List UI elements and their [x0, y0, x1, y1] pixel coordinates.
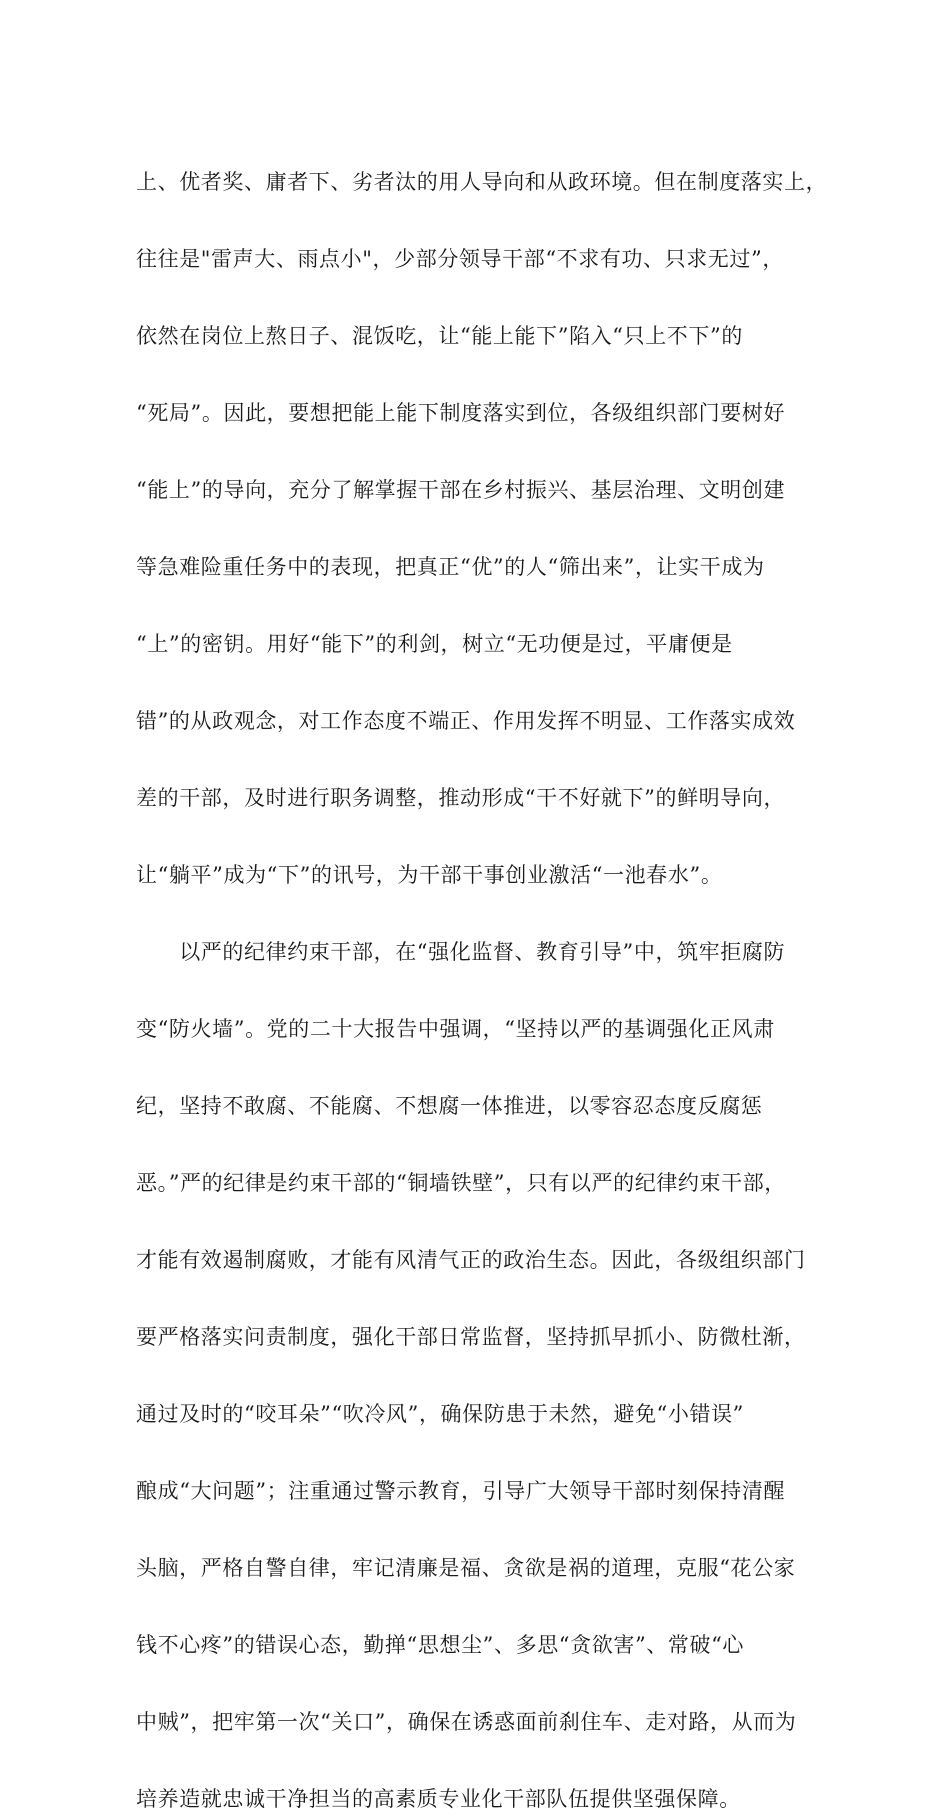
paragraph-line: 依然在岗位上熬日子、混饭吃，让“能上能下”陷入“只上不下”的 — [136, 323, 743, 348]
paragraph-line: 差的干部，及时进行职务调整，推动形成“干不好就下”的鲜明导向， — [136, 785, 786, 810]
paragraph-line: 通过及时的“咬耳朵”“吹冷风”，确保防患于未然，避免“小错误” — [136, 1401, 745, 1426]
paragraph-line: 错”的从政观念，对工作态度不端正、作用发挥不明显、工作落实成效 — [136, 708, 796, 733]
document-body — [136, 124, 852, 1818]
paragraph-line: 恶。”严的纪律是约束干部的“铜墙铁壁”，只有以严的纪律约束干部， — [136, 1170, 786, 1195]
paragraph-line: 变“防火墙”。党的二十大报告中强调，“坚持以严的基调强化正风肃 — [136, 1016, 775, 1041]
paragraph-line: 要严格落实问责制度，强化干部日常监督，坚持抓早抓小、防微杜渐， — [136, 1324, 806, 1349]
paragraph-line: 培养造就忠诚干净担当的高素质专业化干部队伍提供坚强保障。 — [136, 1786, 741, 1811]
paragraph-line: 才能有效遏制腐败，才能有风清气正的政治生态。因此，各级组织部门 — [136, 1247, 806, 1272]
paragraph-line: 酿成“大问题”；注重通过警示教育，引导广大领导干部时刻保持清醒 — [136, 1478, 786, 1503]
paragraph-line: 纪，坚持不敢腐、不能腐、不想腐一体推进，以零容忍态度反腐惩 — [136, 1093, 763, 1118]
paragraph-line: 钱不心疼”的错误心态，勤掸“思想尘”、多思“贪欲害”、常破“心 — [136, 1632, 745, 1657]
paragraph-line: 等急难险重任务中的表现，把真正“优”的人“筛出来”，让实干成为 — [136, 554, 765, 579]
paragraph-line: “能上”的导向，充分了解掌握干部在乡村振兴、基层治理、文明创建 — [136, 477, 786, 502]
paragraph-line: 往往是"雷声大、雨点小"，少部分领导干部“不求有功、只求无过”， — [136, 246, 784, 271]
paragraph-2 — [136, 894, 852, 1818]
paragraph-1 — [136, 124, 852, 894]
paragraph-line: 中贼”，把牢第一次“关口”，确保在诱惑面前刹住车、走对路，从而为 — [136, 1709, 797, 1734]
paragraph-line: 以严的纪律约束干部，在“强化监督、教育引导”中，筑牢拒腐防 — [136, 939, 786, 964]
paragraph-line: 让“躺平”成为“下”的讯号，为干部干事创业激活“一池春水”。 — [136, 862, 723, 887]
paragraph-line: “上”的密钥。用好“能下”的利剑，树立“无功便是过，平庸便是 — [136, 631, 733, 656]
paragraph-line: 头脑，严格自警自律，牢记清廉是福、贪欲是祸的道理，克服“花公家 — [136, 1555, 796, 1580]
paragraph-line: “死局”。因此，要想把能上能下制度落实到位，各级组织部门要树好 — [136, 400, 786, 425]
paragraph-line: 上、优者奖、庸者下、劣者汰的用人导向和从政环境。但在制度落实上， — [136, 169, 828, 194]
